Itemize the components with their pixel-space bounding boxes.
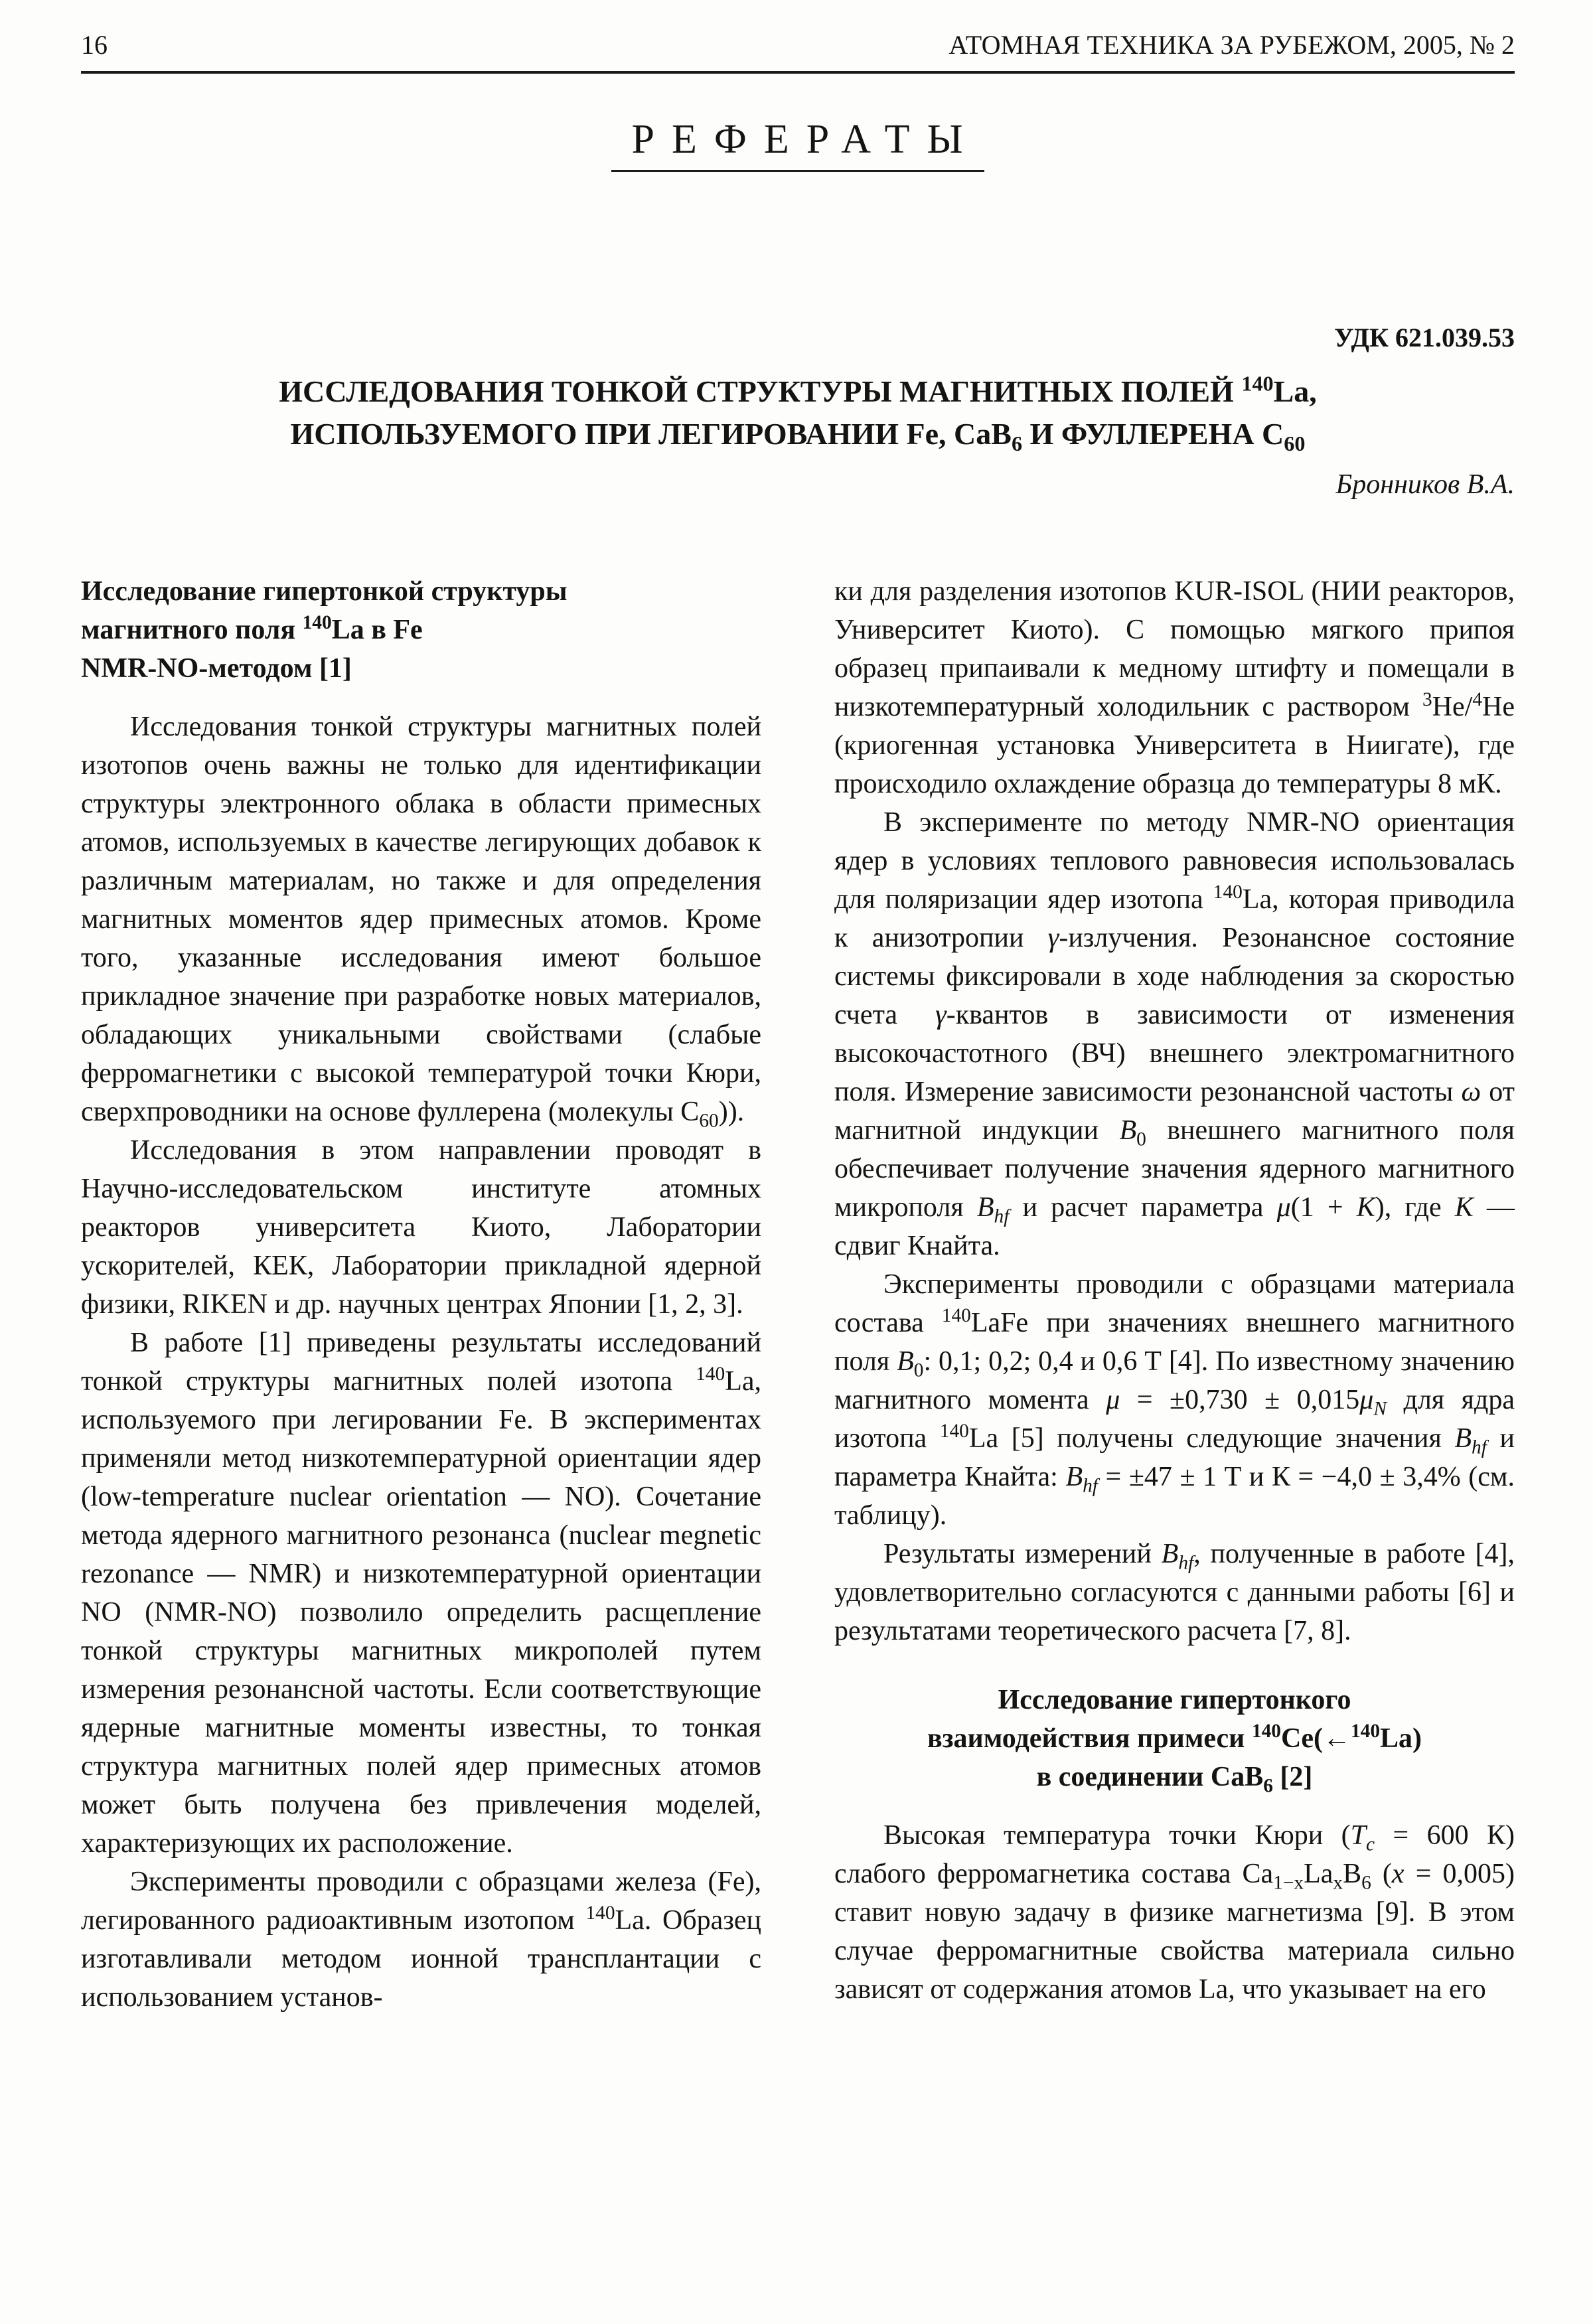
right-column	[834, 572, 1515, 2017]
section-title: РЕФЕРАТЫ	[611, 116, 984, 172]
paragraph: Исследования в этом направлении проводят в Научно-исследовательском институте атомных реакторов университета Киото, Лаборатории ускорителей, КЕК, Лаборатории прикладной ядерной физики, RIKEN и др. научных центрах Японии [1, 2, 3].	[81, 1135, 761, 1320]
paragraph: Исследования тонкой структуры магнитных полей изотопов очень важны не только для идентификации структуры электронного облака в области примесных атомов, используемых в качестве легирующих добавок к различным материалам, но также и для определения магнитных моментов ядер примесных атомов. Кроме того, указанные исследования имеют большое прикладное значение при разработке новых материалов, обладающих уникальными свойствами (слабые ферромагнетики с высокой температурой точки Кюри, сверхпроводники на основе фуллерена (молекулы $C_{60}$)).	[81, 712, 761, 1132]
left-column	[81, 572, 761, 2017]
paragraph: Результаты измерений $B_{hf}$, полученные в работе [4], удовлетворительно согласуются с данными работы [6] и результатами теоретического расчета [7, 8].	[834, 1539, 1515, 1646]
udc-label: УДК 621.039.53	[1334, 323, 1515, 352]
paragraph: В работе [1] приведены результаты исследований тонкой структуры магнитных полей изотопа $^{140}$La, используемого при легировании Fe. В экспериментах применяли метод низкотемпературной ориентации ядер (low-temperature nuclear orientation — NO). Сочетание метода ядерного магнитного резонанса (nuclear megnetic rezonance — NMR) и низкотемпературной ориентации NO (NMR-NO) позволило определить расщепление тонкой структуры магнитных микрополей путем измерения резонансной частоты. Если соответствующие ядерные магнитные моменты известны, то тонкая структура магнитных полей ядер примесных атомов может быть получена без привлечения моделей, характеризующих их расположение.	[81, 1328, 761, 1859]
page-header	[81, 29, 1515, 74]
paragraph: Эксперименты проводили с образцами железа (Fe), легированного радиоактивным изотопом $^{140}$La. Образец изготавливали методом ионной трансплантации с использованием установ-	[81, 1867, 761, 2013]
abstract-heading-2: Исследование гипертонкого взаимодействия примеси $^{140}$Ce(←$^{140}$La) в соединении CaB$_6$ [2]	[927, 1685, 1422, 1797]
columns	[81, 572, 1515, 2017]
paragraph: Эксперименты проводили с образцами материала состава $^{140}$LaFe при значениях внешнего магнитного поля $B_0$: 0,1; 0,2; 0,4 и 0,6 Т [4]. По известному значению магнитного момента $\mu = \pm 0,730 \pm 0,015\mu_N$ для ядра изотопа $^{140}$La [5] получены следующие значения $B_{hf}$ и параметра Кнайта: $B_{hf} = \pm 47 \pm 1$ Т и К = −4,0 ± 3,4% (см. таблицу).	[834, 1269, 1515, 1531]
paragraph: В эксперименте по методу NMR-NO ориентация ядер в условиях теплового равновесия использовалась для поляризации ядер изотопа $^{140}$La, которая приводила к анизотропии γ-излучения. Резонансное состояние системы фиксировали в ходе наблюдения за скоростью счета γ-квантов в зависимости от изменения высокочастотного (ВЧ) внешнего электромагнитного поля. Измерение зависимости резонансной частоты ω от магнитной индукции $B_0$ внешнего магнитного поля обеспечивает получение значения ядерного магнитного микрополя $B_{hf}$ и расчет параметра μ(1 + K), где K — сдвиг Кнайта.	[834, 807, 1515, 1261]
article-title: ИССЛЕДОВАНИЯ ТОНКОЙ СТРУКТУРЫ МАГНИТНЫХ ПОЛЕЙ $^{140}$La, ИСПОЛЬЗУЕМОГО ПРИ ЛЕГИРОВАНИИ Fe, CaB$_6$ И ФУЛЛЕРЕНА $C_{60}$	[279, 371, 1317, 456]
paragraph-continuation: ки для разделения изотопов KUR-ISOL (НИИ реакторов, Университет Киото). С помощью мягкого припоя образец припаивали к медному штифту и помещали в низкотемпературный холодильник с раствором $^3$He/$^4$He (криогенная установка Университета в Ниигате), где происходило охлаждение образца до температуры 8 мК.	[834, 576, 1515, 799]
abstract-heading-1: Исследование гипертонкой структуры магнитного поля $^{140}$La в Fe NMR-NO-методом [1]	[81, 576, 568, 684]
journal-title: АТОМНАЯ ТЕХНИКА ЗА РУБЕЖОМ, 2005, № 2	[948, 30, 1515, 60]
section-title-wrap	[81, 116, 1515, 172]
paragraph: Высокая температура точки Кюри ($T_c = 600$ К) слабого ферромагнетика состава $Ca_{1-x}La_xB_6$ (x = 0,005) ставит новую задачу в физике магнетизма [9]. В этом случае ферромагнитные свойства материала сильно зависят от содержания атомов La, что указывает на его	[834, 1820, 1515, 2005]
article-author: Бронников В.А.	[1335, 469, 1515, 500]
page-number: 16	[81, 30, 108, 60]
